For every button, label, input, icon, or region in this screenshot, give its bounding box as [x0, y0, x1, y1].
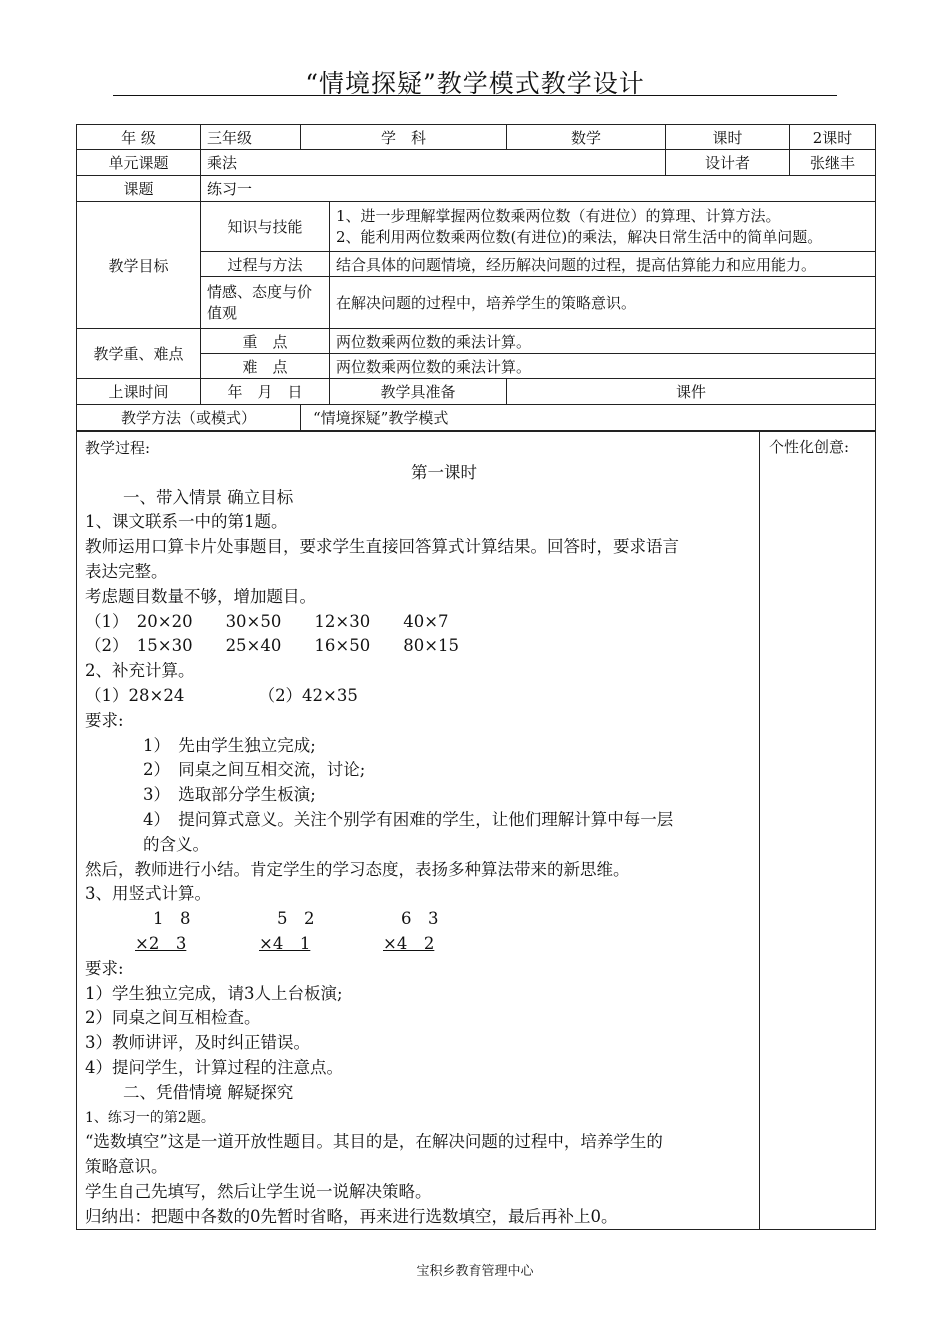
list-item: 2）同桌之间互相检查。 — [85, 1008, 261, 1028]
process-method-label: 过程与方法 — [201, 252, 330, 277]
prep-value: 课件 — [507, 379, 876, 405]
list-item: 3） 选取部分学生板演; — [143, 785, 316, 805]
period-label: 课时 — [666, 125, 790, 150]
subject-label: 学 科 — [301, 125, 507, 150]
prep-label: 教学具准备 — [330, 379, 507, 405]
lesson-info-table — [76, 124, 876, 431]
teaching-process-body — [85, 436, 753, 1230]
text-line: “选数填空”这是一道开放性题目。其目的是，在解决问题的过程中，培养学生的 — [85, 1132, 663, 1152]
topic-value: 练习一 — [201, 176, 876, 202]
focus-value: 两位数乘两位数的乘法计算。 — [330, 329, 876, 354]
list-item: 3）教师讲评，及时纠正错误。 — [85, 1033, 310, 1053]
text-line: 1、课文联系一中的第1题。 — [85, 512, 288, 532]
creativity-label: 个性化创意: — [769, 438, 850, 456]
section-heading: 二、凭借情境 解疑探究 — [123, 1082, 294, 1102]
calc-multiplicand: 5 2 — [277, 909, 315, 929]
document-title: “情境探疑”教学模式教学设计 — [305, 69, 645, 98]
emotion-value: 在解决问题的过程中，培养学生的策略意识。 — [330, 277, 876, 329]
lesson-title: 第一课时 — [411, 462, 477, 482]
text-line: 归纳出：把题中各数的0先暂时省略，再来进行选数填空，最后再补上0。 — [85, 1206, 618, 1226]
calc-multiplier: ×4 1 — [259, 933, 311, 953]
process-label: 教学过程: — [85, 439, 151, 457]
text-line: 考虑题目数量不够，增加题目。 — [85, 586, 316, 606]
list-item-continued: 的含义。 — [143, 834, 209, 854]
vertical-calc-top-row — [85, 907, 753, 932]
text-line: 要求: — [85, 710, 124, 730]
unit-label: 单元课题 — [77, 150, 201, 176]
class-time-label: 上课时间 — [77, 379, 201, 405]
text-line: 然后，教师进行小结。肯定学生的学习态度，表扬多种算法带来的新思维。 — [85, 859, 630, 879]
list-item: 4） 提问算式意义。关注个别学有困难的学生，让他们理解计算中每一层 — [143, 809, 674, 829]
subject-value: 数学 — [507, 125, 666, 150]
goals-label: 教学目标 — [77, 202, 201, 329]
text-line: 学生自己先填写，然后让学生说一说解决策略。 — [85, 1181, 432, 1201]
knowledge-value — [330, 202, 876, 252]
title-underline — [113, 95, 837, 96]
knowledge-label: 知识与技能 — [201, 202, 330, 252]
class-time-value: 年 月 日 — [201, 379, 330, 405]
grade-label: 年 级 — [77, 125, 201, 150]
text-line: 表达完整。 — [85, 561, 168, 581]
calc-multiplier: ×2 3 — [135, 933, 187, 953]
exercise-row: （1）28×24 （2）42×35 — [85, 685, 358, 705]
footer-organization: 宝积乡教育管理中心 — [416, 1264, 534, 1279]
column-divider — [759, 432, 760, 1229]
calc-multiplier: ×4 2 — [383, 933, 435, 953]
key-points-label: 教学重、难点 — [77, 329, 201, 379]
section-heading: 一、带入情景 确立目标 — [123, 487, 294, 507]
list-item: 2） 同桌之间互相交流，讨论; — [143, 760, 366, 780]
calc-multiplicand: 6 3 — [401, 909, 439, 929]
difficulty-label: 难 点 — [201, 354, 330, 379]
calc-multiplicand: 1 8 — [153, 909, 191, 929]
emotion-label: 情感、态度与价值观 — [201, 277, 330, 329]
text-line: 策略意识。 — [85, 1157, 168, 1177]
list-item: 4）提问学生，计算过程的注意点。 — [85, 1057, 343, 1077]
text-line: 3、用竖式计算。 — [85, 884, 211, 904]
unit-value: 乘法 — [201, 150, 666, 176]
list-item: 1）学生独立完成，请3人上台板演; — [85, 983, 343, 1003]
knowledge-line-2: 2、能利用两位数乘两位数(有进位)的乘法，解决日常生活中的简单问题。 — [336, 227, 823, 246]
grade-value: 三年级 — [201, 125, 301, 150]
list-item: 1） 先由学生独立完成; — [143, 735, 316, 755]
exercise-row: （1） 20×20 30×50 12×30 40×7 — [85, 611, 449, 631]
knowledge-line-1: 1、进一步理解掌握两位数乘两位数（有进位）的算理、计算方法。 — [336, 206, 781, 225]
designer-label: 设计者 — [666, 150, 790, 176]
focus-label: 重 点 — [201, 329, 330, 354]
teaching-process-box — [76, 431, 876, 1230]
difficulty-value: 两位数乘两位数的乘法计算。 — [330, 354, 876, 379]
method-value: “情境探疑”教学模式 — [301, 405, 876, 431]
text-line: 1、练习一的第2题。 — [85, 1109, 215, 1126]
text-line: 要求: — [85, 958, 124, 978]
exercise-row: （2） 15×30 25×40 16×50 80×15 — [85, 636, 460, 656]
vertical-calc-bottom-row — [85, 932, 753, 957]
method-label: 教学方法（或模式） — [77, 405, 301, 431]
text-line: 教师运用口算卡片处事题目，要求学生直接回答算式计算结果。回答时，要求语言 — [85, 537, 679, 557]
topic-label: 课题 — [77, 176, 201, 202]
text-line: 2、补充计算。 — [85, 661, 195, 681]
period-value: 2课时 — [790, 125, 876, 150]
designer-value: 张继丰 — [790, 150, 876, 176]
process-method-value: 结合具体的问题情境，经历解决问题的过程，提高估算能力和应用能力。 — [330, 252, 876, 277]
